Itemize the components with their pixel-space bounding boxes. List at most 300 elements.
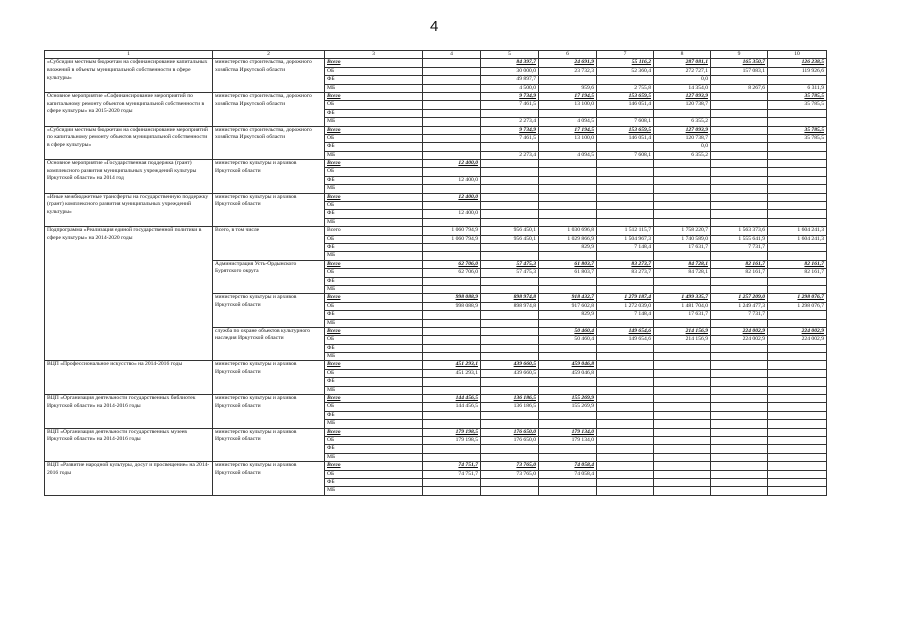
table-row — [45, 361, 827, 369]
source-label: Всего — [325, 361, 423, 369]
value-cell — [654, 386, 711, 394]
value-cell: 55 116,2 — [597, 59, 654, 67]
value-cell — [768, 462, 827, 470]
value-cell — [481, 319, 539, 327]
source-label: ОБ — [325, 470, 423, 478]
value-cell: 57 475,3 — [481, 260, 539, 268]
value-cell: 146 051,4 — [597, 134, 654, 142]
value-cell — [597, 411, 654, 419]
value-cell: 956 450,1 — [481, 227, 539, 235]
value-cell — [768, 428, 827, 436]
source-label: ФБ — [325, 109, 423, 117]
value-cell — [768, 478, 827, 486]
value-cell — [768, 470, 827, 478]
value-cell — [597, 210, 654, 218]
value-cell — [711, 176, 768, 184]
value-cell — [711, 151, 768, 159]
value-cell: 74 058,4 — [539, 462, 597, 470]
ministry-name: служба по охране объектов культурного наследия Иркутской области — [213, 327, 325, 361]
value-cell — [481, 445, 539, 453]
value-cell — [539, 252, 597, 260]
value-cell — [597, 319, 654, 327]
value-cell: 1 499 335,7 — [654, 294, 711, 302]
value-cell: 144 456,5 — [423, 403, 481, 411]
value-cell — [768, 369, 827, 377]
value-cell — [481, 185, 539, 193]
value-cell: 179 198,5 — [423, 428, 481, 436]
ministry-name: министерство культуры и архивов Иркутской области — [213, 294, 325, 328]
value-cell — [654, 436, 711, 444]
table-row — [45, 126, 827, 134]
ministry-name: министерство строительства, дорожного хозяйства Иркутской области — [213, 92, 325, 126]
value-cell: 24 691,9 — [539, 59, 597, 67]
value-cell: 0,0 — [654, 143, 711, 151]
value-cell: 17 194,5 — [539, 92, 597, 100]
value-cell: 73 765,0 — [481, 462, 539, 470]
value-cell: 12 400,0 — [423, 176, 481, 184]
value-cell — [423, 243, 481, 251]
value-cell: 74 751,7 — [423, 462, 481, 470]
value-cell — [654, 319, 711, 327]
header-cell: 7 — [597, 51, 654, 59]
value-cell — [597, 76, 654, 84]
header-cell: 8 — [654, 51, 711, 59]
source-label: Всего — [325, 92, 423, 100]
ministry-name: министерство культуры и архивов Иркутской области — [213, 395, 325, 429]
value-cell — [539, 185, 597, 193]
value-cell: 6 311,9 — [768, 84, 827, 92]
source-label: МБ — [325, 118, 423, 126]
value-cell: 1 298 076,7 — [768, 294, 827, 302]
value-cell — [768, 76, 827, 84]
value-cell — [654, 218, 711, 226]
value-cell — [711, 185, 768, 193]
value-cell — [539, 109, 597, 117]
value-cell — [654, 420, 711, 428]
value-cell — [768, 210, 827, 218]
value-cell — [597, 168, 654, 176]
value-cell: 1 604 241,3 — [768, 235, 827, 243]
ministry-name: министерство культуры и архивов Иркутской области — [213, 160, 325, 194]
value-cell — [597, 277, 654, 285]
value-cell: 272 727,1 — [654, 67, 711, 75]
table-row — [45, 428, 827, 436]
value-cell: 7 148,4 — [597, 243, 654, 251]
value-cell — [768, 487, 827, 495]
source-label: ФБ — [325, 344, 423, 352]
value-cell — [423, 109, 481, 117]
source-label: МБ — [325, 84, 423, 92]
header-cell: 1 — [45, 51, 213, 59]
value-cell — [711, 143, 768, 151]
value-cell — [597, 361, 654, 369]
value-cell: 4 500,0 — [481, 84, 539, 92]
value-cell — [481, 311, 539, 319]
value-cell — [423, 134, 481, 142]
value-cell — [654, 202, 711, 210]
value-cell — [654, 445, 711, 453]
ministry-name: Администрация Усть-Ордынского Бурятского округа — [213, 260, 325, 294]
value-cell — [768, 411, 827, 419]
value-cell — [481, 453, 539, 461]
value-cell — [539, 344, 597, 352]
value-cell — [711, 487, 768, 495]
value-cell: 7 461,5 — [481, 134, 539, 142]
value-cell — [654, 252, 711, 260]
value-cell: 13 100,0 — [539, 101, 597, 109]
value-cell — [768, 185, 827, 193]
value-cell: 82 161,7 — [711, 260, 768, 268]
source-label: ОБ — [325, 369, 423, 377]
value-cell — [423, 84, 481, 92]
source-label: ОБ — [325, 202, 423, 210]
value-cell — [711, 218, 768, 226]
value-cell — [654, 470, 711, 478]
value-cell — [768, 252, 827, 260]
value-cell: 214 156,9 — [654, 327, 711, 335]
value-cell — [423, 101, 481, 109]
value-cell: 1 740 589,0 — [654, 235, 711, 243]
value-cell: 12 400,0 — [423, 210, 481, 218]
value-cell: 6 355,2 — [654, 118, 711, 126]
value-cell: 2 273,4 — [481, 151, 539, 159]
value-cell — [597, 445, 654, 453]
value-cell: 12 400,0 — [423, 160, 481, 168]
value-cell — [654, 411, 711, 419]
value-cell — [423, 336, 481, 344]
source-label: Всего — [325, 59, 423, 67]
ministry-name: министерство культуры и архивов Иркутской области — [213, 361, 325, 395]
table-row — [45, 462, 827, 470]
value-cell: 84 728,1 — [654, 260, 711, 268]
ministry-name: министерство культуры и архивов Иркутской области — [213, 428, 325, 462]
value-cell — [539, 218, 597, 226]
value-cell — [597, 353, 654, 361]
source-label: ФБ — [325, 411, 423, 419]
value-cell: 439 660,5 — [481, 361, 539, 369]
value-cell: 23 732,3 — [539, 67, 597, 75]
value-cell — [539, 285, 597, 293]
value-cell: 439 660,5 — [481, 369, 539, 377]
value-cell — [481, 160, 539, 168]
value-cell — [768, 386, 827, 394]
source-label: МБ — [325, 353, 423, 361]
value-cell — [711, 411, 768, 419]
value-cell — [423, 386, 481, 394]
value-cell: 7 608,1 — [597, 118, 654, 126]
value-cell: 1 504 967,3 — [597, 235, 654, 243]
value-cell — [539, 143, 597, 151]
value-cell: 8 267,6 — [711, 84, 768, 92]
value-cell: 179 134,0 — [539, 428, 597, 436]
value-cell — [597, 487, 654, 495]
value-cell: 224 002,9 — [711, 327, 768, 335]
value-cell: 136 186,5 — [481, 403, 539, 411]
value-cell — [711, 210, 768, 218]
value-cell: 7 608,1 — [597, 151, 654, 159]
value-cell: 1 481 704,0 — [654, 302, 711, 310]
value-cell — [768, 445, 827, 453]
value-cell — [539, 319, 597, 327]
source-label: Всего — [325, 294, 423, 302]
value-cell — [597, 428, 654, 436]
value-cell: 146 051,4 — [597, 101, 654, 109]
value-cell — [539, 378, 597, 386]
value-cell — [539, 411, 597, 419]
value-cell — [768, 243, 827, 251]
value-cell — [597, 143, 654, 151]
value-cell: 998 088,9 — [423, 294, 481, 302]
header-cell: 10 — [768, 51, 827, 59]
source-label: ФБ — [325, 143, 423, 151]
value-cell — [481, 420, 539, 428]
value-cell — [539, 193, 597, 201]
value-cell: 451 293,1 — [423, 361, 481, 369]
value-cell — [539, 487, 597, 495]
value-cell — [423, 319, 481, 327]
value-cell: 17 194,5 — [539, 126, 597, 134]
value-cell — [597, 344, 654, 352]
value-cell: 84 728,1 — [654, 269, 711, 277]
value-cell — [423, 311, 481, 319]
program-name: «Субсидии местным бюджетам на софинансирование капитальных вложений в объекты муниципальной собственности в сфере культуры» — [45, 59, 213, 93]
value-cell: 149 654,6 — [597, 327, 654, 335]
value-cell — [481, 277, 539, 285]
table-row — [45, 193, 827, 201]
value-cell — [481, 353, 539, 361]
source-label: Всего — [325, 160, 423, 168]
budget-table — [44, 50, 827, 496]
value-cell — [711, 420, 768, 428]
value-cell: 149 654,6 — [597, 336, 654, 344]
program-name: «Субсидии местным бюджетам на софинансирование мероприятий по капитальному ремонту объектов муниципальной собственности в сфере культуры» — [45, 126, 213, 160]
table-row — [45, 92, 827, 100]
value-cell — [768, 378, 827, 386]
source-label: ФБ — [325, 445, 423, 453]
value-cell — [711, 118, 768, 126]
value-cell — [597, 202, 654, 210]
value-cell — [481, 285, 539, 293]
value-cell: 61 803,7 — [539, 269, 597, 277]
value-cell: 179 198,5 — [423, 436, 481, 444]
header-cell: 6 — [539, 51, 597, 59]
value-cell: 50 460,4 — [539, 327, 597, 335]
value-cell: 155 269,9 — [539, 403, 597, 411]
value-cell — [654, 462, 711, 470]
table-row — [45, 395, 827, 403]
value-cell: 4 094,5 — [539, 151, 597, 159]
value-cell — [768, 353, 827, 361]
value-cell — [539, 210, 597, 218]
source-label: ОБ — [325, 134, 423, 142]
value-cell — [711, 428, 768, 436]
header-row — [45, 51, 827, 59]
value-cell: 62 706,0 — [423, 260, 481, 268]
value-cell: 7 731,7 — [711, 311, 768, 319]
header-cell: 9 — [711, 51, 768, 59]
source-label: ОБ — [325, 336, 423, 344]
value-cell — [654, 428, 711, 436]
value-cell: 224 002,9 — [768, 327, 827, 335]
value-cell — [481, 210, 539, 218]
value-cell — [711, 386, 768, 394]
value-cell: 224 002,9 — [768, 336, 827, 344]
value-cell — [597, 193, 654, 201]
value-cell: 126 238,5 — [768, 59, 827, 67]
source-label: ФБ — [325, 277, 423, 285]
value-cell — [597, 218, 654, 226]
value-cell — [768, 160, 827, 168]
value-cell: 6 355,2 — [654, 151, 711, 159]
value-cell: 1 512 115,7 — [597, 227, 654, 235]
ministry-name: Всего, в том числе — [213, 227, 325, 261]
value-cell: 1 030 696,8 — [539, 227, 597, 235]
value-cell: 119 926,6 — [768, 67, 827, 75]
value-cell — [654, 353, 711, 361]
value-cell — [768, 319, 827, 327]
source-label: ОБ — [325, 168, 423, 176]
value-cell: 1 060 794,9 — [423, 235, 481, 243]
value-cell — [654, 285, 711, 293]
value-cell — [768, 277, 827, 285]
program-name: ВЦП «Организация деятельности государственных библиотек Иркутской области» на 2014-2016 годы — [45, 395, 213, 429]
value-cell — [481, 487, 539, 495]
value-cell — [597, 369, 654, 377]
value-cell — [481, 378, 539, 386]
value-cell — [597, 420, 654, 428]
value-cell: 9 734,9 — [481, 126, 539, 134]
value-cell — [597, 185, 654, 193]
ministry-name: министерство строительства, дорожного хозяйства Иркутской области — [213, 126, 325, 160]
value-cell — [423, 487, 481, 495]
program-name: Основное мероприятие «Государственная поддержка (грант) комплексного развития муниципальных учреждений культуры Иркутской области» на 2014 год — [45, 160, 213, 194]
source-label: МБ — [325, 420, 423, 428]
value-cell — [539, 160, 597, 168]
value-cell — [481, 336, 539, 344]
value-cell — [423, 420, 481, 428]
value-cell: 4 094,5 — [539, 118, 597, 126]
table-row — [45, 227, 827, 235]
source-label: МБ — [325, 319, 423, 327]
value-cell: 35 785,5 — [768, 92, 827, 100]
source-label: ФБ — [325, 478, 423, 486]
value-cell — [539, 386, 597, 394]
value-cell: 12 400,0 — [423, 193, 481, 201]
value-cell: 14 354,0 — [654, 84, 711, 92]
program-name: ВЦП «Развитие народной культуры, досуг и просвещение» на 2014-2016 годы — [45, 462, 213, 496]
value-cell — [711, 445, 768, 453]
value-cell — [481, 478, 539, 486]
value-cell: 7 731,7 — [711, 243, 768, 251]
value-cell: 917 602,8 — [539, 302, 597, 310]
value-cell — [711, 369, 768, 377]
table-row — [45, 160, 827, 168]
value-cell — [597, 176, 654, 184]
value-cell — [597, 403, 654, 411]
value-cell — [539, 353, 597, 361]
source-label: Всего — [325, 395, 423, 403]
value-cell — [481, 176, 539, 184]
value-cell — [481, 327, 539, 335]
source-label: ФБ — [325, 76, 423, 84]
source-label: Всего — [325, 126, 423, 134]
value-cell: 62 706,0 — [423, 269, 481, 277]
value-cell — [654, 369, 711, 377]
program-name: Основное мероприятие «Софинансирование мероприятий по капитальному ремонту объектов муниципальной собственности в сфере культуры» на 2015-2020 годы — [45, 92, 213, 126]
value-cell: 9 734,9 — [481, 92, 539, 100]
value-cell: 74 751,7 — [423, 470, 481, 478]
value-cell — [654, 160, 711, 168]
value-cell — [423, 218, 481, 226]
value-cell — [711, 134, 768, 142]
value-cell: 82 161,7 — [768, 269, 827, 277]
source-label: ОБ — [325, 67, 423, 75]
value-cell — [768, 118, 827, 126]
value-cell — [423, 478, 481, 486]
value-cell — [481, 344, 539, 352]
value-cell: 1 029 866,9 — [539, 235, 597, 243]
value-cell — [423, 353, 481, 361]
source-label: Всего — [325, 193, 423, 201]
value-cell — [711, 285, 768, 293]
value-cell: 214 156,9 — [654, 336, 711, 344]
value-cell: 83 273,7 — [597, 260, 654, 268]
value-cell — [539, 202, 597, 210]
value-cell: 155 269,9 — [539, 395, 597, 403]
value-cell — [423, 92, 481, 100]
value-cell: 120 738,7 — [654, 134, 711, 142]
value-cell — [423, 76, 481, 84]
header-cell: 3 — [325, 51, 423, 59]
value-cell: 956 450,1 — [481, 235, 539, 243]
value-cell — [423, 277, 481, 285]
value-cell: 157 083,1 — [711, 67, 768, 75]
value-cell — [711, 109, 768, 117]
value-cell: 153 659,5 — [597, 92, 654, 100]
value-cell — [711, 403, 768, 411]
value-cell: 2 273,4 — [481, 118, 539, 126]
value-cell — [423, 202, 481, 210]
value-cell: 1 298 076,7 — [768, 302, 827, 310]
value-cell: 52 360,4 — [597, 67, 654, 75]
value-cell — [768, 193, 827, 201]
value-cell — [654, 277, 711, 285]
value-cell — [768, 285, 827, 293]
value-cell — [768, 151, 827, 159]
value-cell — [481, 386, 539, 394]
value-cell — [423, 285, 481, 293]
value-cell: 30 000,0 — [481, 67, 539, 75]
value-cell: 35 785,5 — [768, 101, 827, 109]
value-cell: 136 186,5 — [481, 395, 539, 403]
value-cell — [711, 160, 768, 168]
value-cell: 829,9 — [539, 311, 597, 319]
value-cell: 35 785,5 — [768, 134, 827, 142]
value-cell — [654, 453, 711, 461]
value-cell — [654, 487, 711, 495]
source-label: МБ — [325, 487, 423, 495]
value-cell — [423, 327, 481, 335]
source-label: МБ — [325, 151, 423, 159]
value-cell — [597, 285, 654, 293]
value-cell — [768, 361, 827, 369]
value-cell: 0,0 — [654, 76, 711, 84]
value-cell — [711, 101, 768, 109]
value-cell — [654, 478, 711, 486]
value-cell: 898 974,8 — [481, 302, 539, 310]
value-cell — [539, 168, 597, 176]
value-cell: 49 897,7 — [481, 76, 539, 84]
